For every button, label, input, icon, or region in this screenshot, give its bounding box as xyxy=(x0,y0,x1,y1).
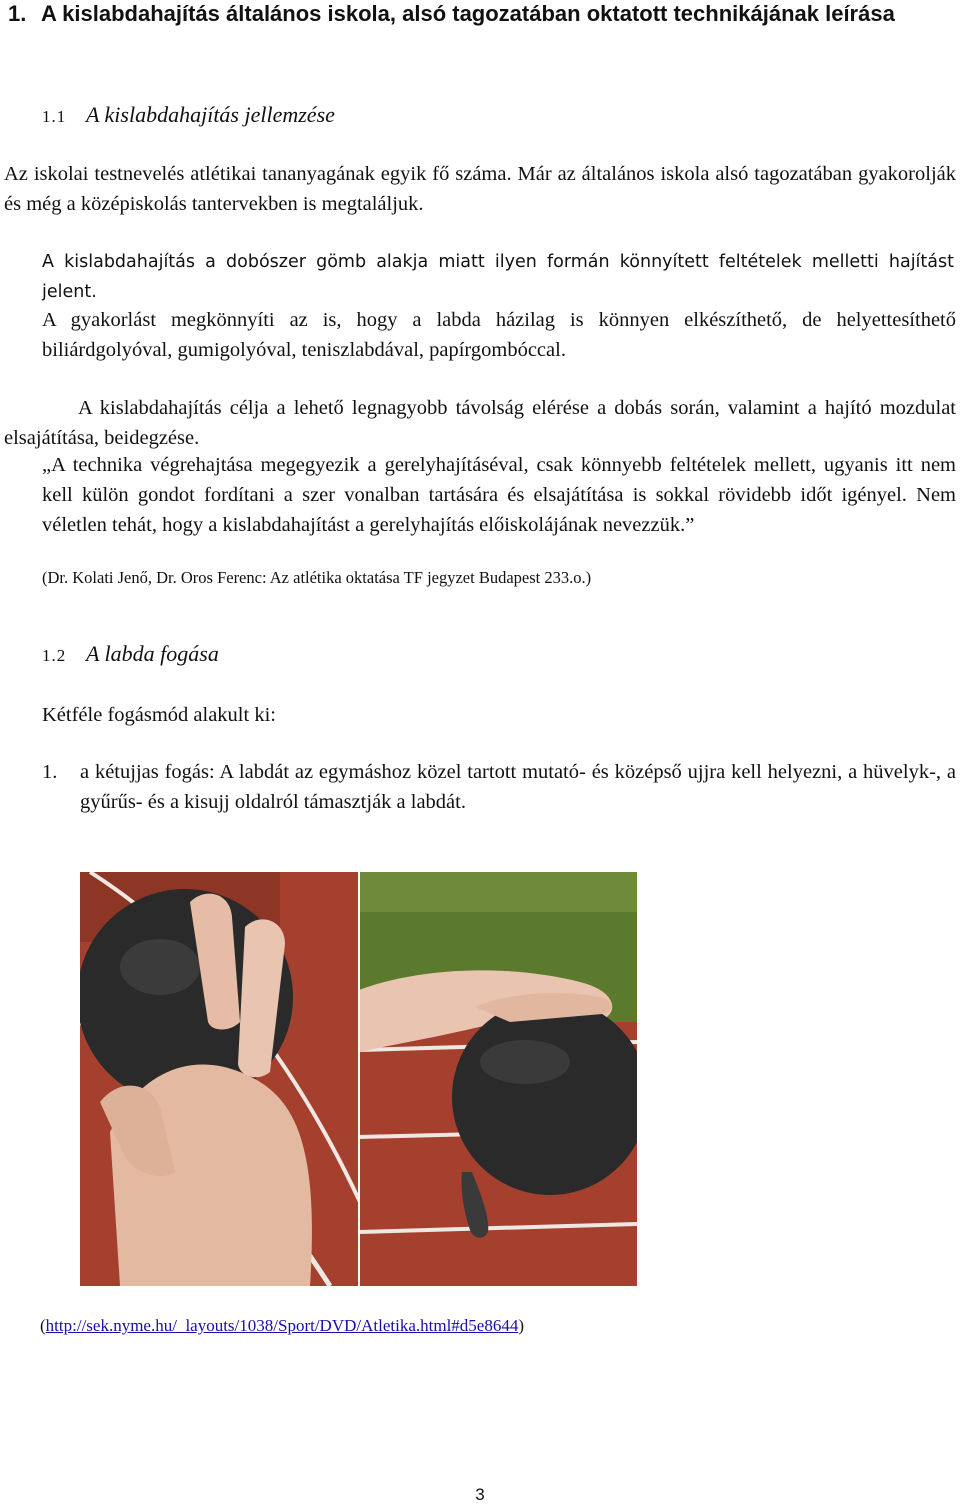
reference-link[interactable]: http://sek.nyme.hu/_layouts/1038/Sport/DVD/Atletika.html#d5e8644 xyxy=(45,1316,519,1335)
quote-paragraph: „A technika végrehajtása megegyezik a gerelyhajításéval, csak könnyebb feltételek mellett, ugyanis itt nem kell külön gondot fordítani a szer vonalban tartására és elsajátítása is sokkal rövidebb időt igényel. Nem véletlen tehát, hogy a kislabdahajítást a gerelyhajítás előiskolájának nevezzük.” xyxy=(42,454,956,536)
chapter-number: 1. xyxy=(8,1,27,26)
citation: (Dr. Kolati Jenő, Dr. Oros Ferenc: Az atlétika oktatása TF jegyzet Budapest 233.o.) xyxy=(42,568,592,587)
section-title: A kislabdahajítás jellemzése xyxy=(86,102,335,127)
paragraph-1: Az iskolai testnevelés atlétikai tananyagának egyik fő száma. Már az általános iskola alsó tagozatában gyakorolják és még a középiskolás tantervekben is megtaláljuk. xyxy=(4,163,956,215)
section-number: 1.2 xyxy=(42,646,67,665)
image-source-reference xyxy=(40,1316,524,1336)
paragraph-2: A kislabdahajítás a dobószer gömb alakja miatt ilyen formán könnyített feltételek melletti hajítást jelent. xyxy=(42,252,954,302)
chapter-title: A kislabdahajítás általános iskola, alsó tagozatában oktatott technikájának leírása xyxy=(41,1,895,26)
list-item-text: a kétujjas fogás: A labdát az egymáshoz közel tartott mutató- és középső ujjra kell helyezni, a hüvelyk-, a gyűrűs- és a kisujj oldalról támasztják a labdát. xyxy=(80,761,956,813)
paragraph-3: A gyakorlást megkönnyíti az is, hogy a labda házilag is könnyen elkészíthető, de helyettesíthető biliárdgolyóval, gumigolyóval, teniszlabdával, papírgombóccal. xyxy=(42,309,956,361)
page-number: 3 xyxy=(475,1485,485,1504)
section-intro: Kétféle fogásmód alakult ki: xyxy=(42,704,276,726)
list-item xyxy=(42,757,956,817)
chapter-heading xyxy=(8,0,952,28)
paragraph-4: A kislabdahajítás célja a lehető legnagyobb távolság elérése a dobás során, valamint a hajító mozdulat elsajátítása, beidegzése. xyxy=(4,397,956,449)
section-heading-1-1 xyxy=(42,102,335,128)
grip-photo xyxy=(80,872,637,1286)
grip-photo-illustration xyxy=(80,872,637,1286)
list-item-number: 1. xyxy=(42,761,58,783)
section-heading-1-2 xyxy=(42,641,219,667)
section-title: A labda fogása xyxy=(86,641,219,666)
reference-close-paren: ) xyxy=(518,1316,525,1335)
reference-open-paren: ( xyxy=(40,1316,46,1335)
section-number: 1.1 xyxy=(42,107,67,126)
